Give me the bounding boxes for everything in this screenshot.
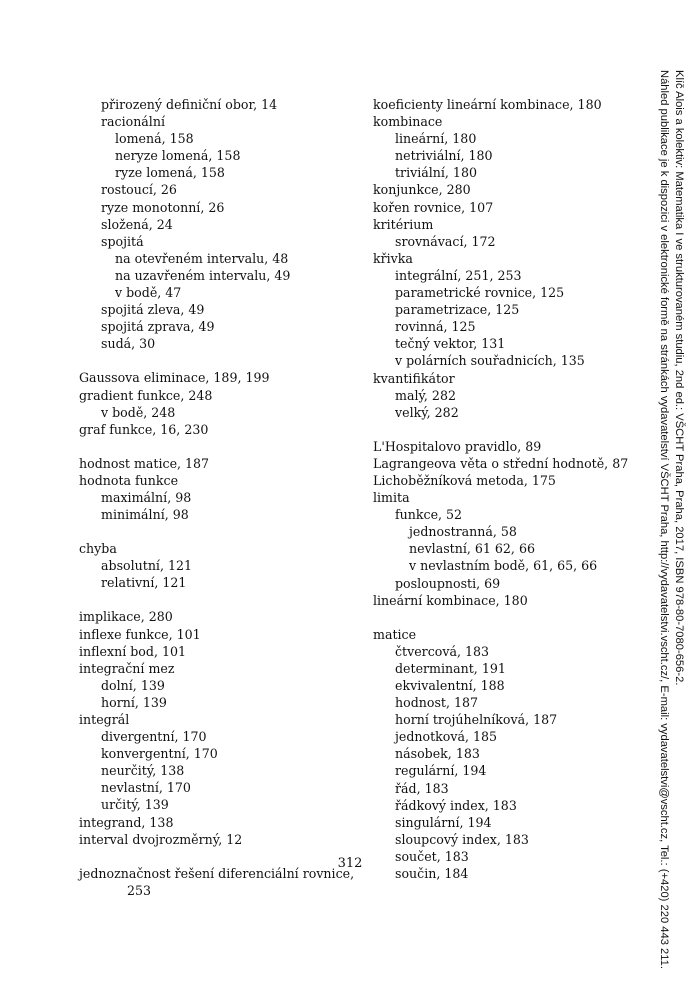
index-entry: limita xyxy=(373,490,410,506)
index-entry: hodnota funkce xyxy=(79,472,179,488)
index-subentry: absolutní, 121 xyxy=(101,558,192,574)
index-entry: interval dvojrozměrný, 12 xyxy=(79,831,243,847)
index-entry: chyba xyxy=(79,541,117,557)
index-subentry: posloupnosti, 69 xyxy=(395,575,501,591)
index-subentry: čtvercová, 183 xyxy=(395,643,490,659)
index-subentry: součet, 183 xyxy=(395,848,469,864)
index-subentry: parametrické rovnice, 125 xyxy=(395,285,565,301)
sidebar-citation-line: Klíč Alois a kolektiv: Matematika I ve strukturovaném studiu, 2nd ed.: VŠCHT Praha, Praha, 2017, ISBN 978-80-7080-656-2. xyxy=(673,70,685,686)
index-entry: matice xyxy=(373,626,417,642)
index-subentry: spojitá zprava, 49 xyxy=(101,319,215,335)
index-subentry: lineární, 180 xyxy=(395,131,477,147)
index-subentry: divergentní, 170 xyxy=(101,729,207,745)
index-entry: inflexní bod, 101 xyxy=(79,643,186,659)
index-subentry: jednotková, 185 xyxy=(395,729,498,745)
group-spacer xyxy=(373,609,613,626)
index-subentry: řádkový index, 183 xyxy=(395,797,517,813)
index-subentry: rostoucí, 26 xyxy=(101,182,177,198)
sidebar-preview-line: Náhled publikace je k dispozici v elektronické formě na stránkách vydavatelství VŠCHT Praha, http://vydavatelstvi.vscht.cz/, E-mail: vydavatelstvi@vscht.cz, Tel.: (+420) 220 443 211. xyxy=(658,70,670,969)
index-entry: integrační mez xyxy=(79,660,175,676)
index-entry: kvantifikátor xyxy=(373,370,455,386)
index-subentry: relativní, 121 xyxy=(101,575,187,591)
index-subentry: na otevřeném intervalu, 48 xyxy=(115,250,289,266)
index-subentry: konvergentní, 170 xyxy=(101,746,218,762)
index-subentry: funkce, 52 xyxy=(395,507,463,523)
index-subentry: složená, 24 xyxy=(101,216,173,232)
index-subentry: na uzavřeném intervalu, 49 xyxy=(115,267,291,283)
group-spacer xyxy=(79,352,349,369)
index-entry: implikace, 280 xyxy=(79,609,173,625)
index-subentry: řád, 183 xyxy=(395,780,449,796)
index-subentry: násobek, 183 xyxy=(395,746,480,762)
index-subentry: tečný vektor, 131 xyxy=(395,336,506,352)
page-number: 312 xyxy=(337,856,363,871)
index-subentry: v nevlastním bodě, 61, 65, 66 xyxy=(409,558,598,574)
index-entry: L'Hospitalovo pravidlo, 89 xyxy=(373,438,542,454)
group-spacer xyxy=(373,421,613,438)
index-subentry: velký, 282 xyxy=(395,404,459,420)
index-subentry: sloupcový index, 183 xyxy=(395,831,529,847)
index-subentry: v polárních souřadnicích, 135 xyxy=(395,353,585,369)
index-entry: Lichoběžníková metoda, 175 xyxy=(373,472,556,488)
index-subentry: racionální xyxy=(101,114,165,130)
publisher-sidebar-note xyxy=(656,70,686,969)
index-subentry: hodnost, 187 xyxy=(395,695,479,711)
index-entry: gradient funkce, 248 xyxy=(79,387,213,403)
index-entry: integrand, 138 xyxy=(79,814,174,830)
index-subentry: rovinná, 125 xyxy=(395,319,476,335)
index-subentry: neryze lomená, 158 xyxy=(115,148,241,164)
index-subentry: minimální, 98 xyxy=(101,507,189,523)
index-entry: kombinace xyxy=(373,114,443,130)
index-subentry: netriviální, 180 xyxy=(395,148,493,164)
index-subentry: v bodě, 47 xyxy=(115,285,182,301)
index-entry: Lagrangeova věta o střední hodnotě, 87 xyxy=(373,455,629,471)
index-entry: lineární kombinace, 180 xyxy=(373,592,528,608)
index-subentry: srovnávací, 172 xyxy=(395,233,496,249)
index-subentry: horní, 139 xyxy=(101,694,167,710)
index-subentry: dolní, 139 xyxy=(101,677,165,693)
index-subentry: maximální, 98 xyxy=(101,489,192,505)
index-entry: hodnost matice, 187 xyxy=(79,455,210,471)
group-spacer xyxy=(79,523,349,540)
index-subentry: přirozený definiční obor, 14 xyxy=(101,97,278,112)
index-subentry: určitý, 139 xyxy=(101,797,169,813)
index-subentry: sudá, 30 xyxy=(101,336,156,352)
index-entry: kořen rovnice, 107 xyxy=(373,199,494,215)
index-entry: kritérium xyxy=(373,216,434,232)
index-subentry: malý, 282 xyxy=(395,387,456,403)
index-entry: graf funkce, 16, 230 xyxy=(79,421,209,437)
index-subentry: 253 xyxy=(127,882,152,898)
index-entry: integrál xyxy=(79,712,130,727)
index-entry: konjunkce, 280 xyxy=(373,182,471,198)
index-entry: křivka xyxy=(373,250,413,266)
index-subentry: jednostranná, 58 xyxy=(409,524,517,540)
index-subentry: nevlastní, 170 xyxy=(101,780,191,796)
index-subentry: spojitá xyxy=(101,233,144,249)
index-subentry: integrální, 251, 253 xyxy=(395,267,522,283)
index-subentry: spojitá zleva, 49 xyxy=(101,302,205,318)
index-subentry: lomená, 158 xyxy=(115,131,194,147)
index-subentry: parametrizace, 125 xyxy=(395,302,520,318)
index-entry: Gaussova eliminace, 189, 199 xyxy=(79,370,270,386)
index-subentry: triviální, 180 xyxy=(395,165,477,181)
index-subentry: determinant, 191 xyxy=(395,660,506,676)
index-entry: inflexe funkce, 101 xyxy=(79,626,201,642)
index-subentry: ekvivalentní, 188 xyxy=(395,678,505,693)
group-spacer xyxy=(79,591,349,608)
index-subentry: neurčitý, 138 xyxy=(101,763,185,779)
index-subentry: singulární, 194 xyxy=(395,814,492,830)
index-column-right xyxy=(373,96,629,882)
index-subentry: regulární, 194 xyxy=(395,763,487,779)
index-subentry: ryze lomená, 158 xyxy=(115,165,225,181)
index-entry: jednoznačnost řešení diferenciální rovnice, xyxy=(79,865,355,881)
index-subentry: horní trojúhelníková, 187 xyxy=(395,712,558,728)
index-subentry: ryze monotonní, 26 xyxy=(101,199,225,215)
index-subentry: součin, 184 xyxy=(395,866,469,882)
index-entry: koeficienty lineární kombinace, 180 xyxy=(373,97,602,112)
group-spacer xyxy=(79,438,349,455)
index-subentry: nevlastní, 61 62, 66 xyxy=(409,541,535,557)
index-subentry: v bodě, 248 xyxy=(101,404,176,420)
